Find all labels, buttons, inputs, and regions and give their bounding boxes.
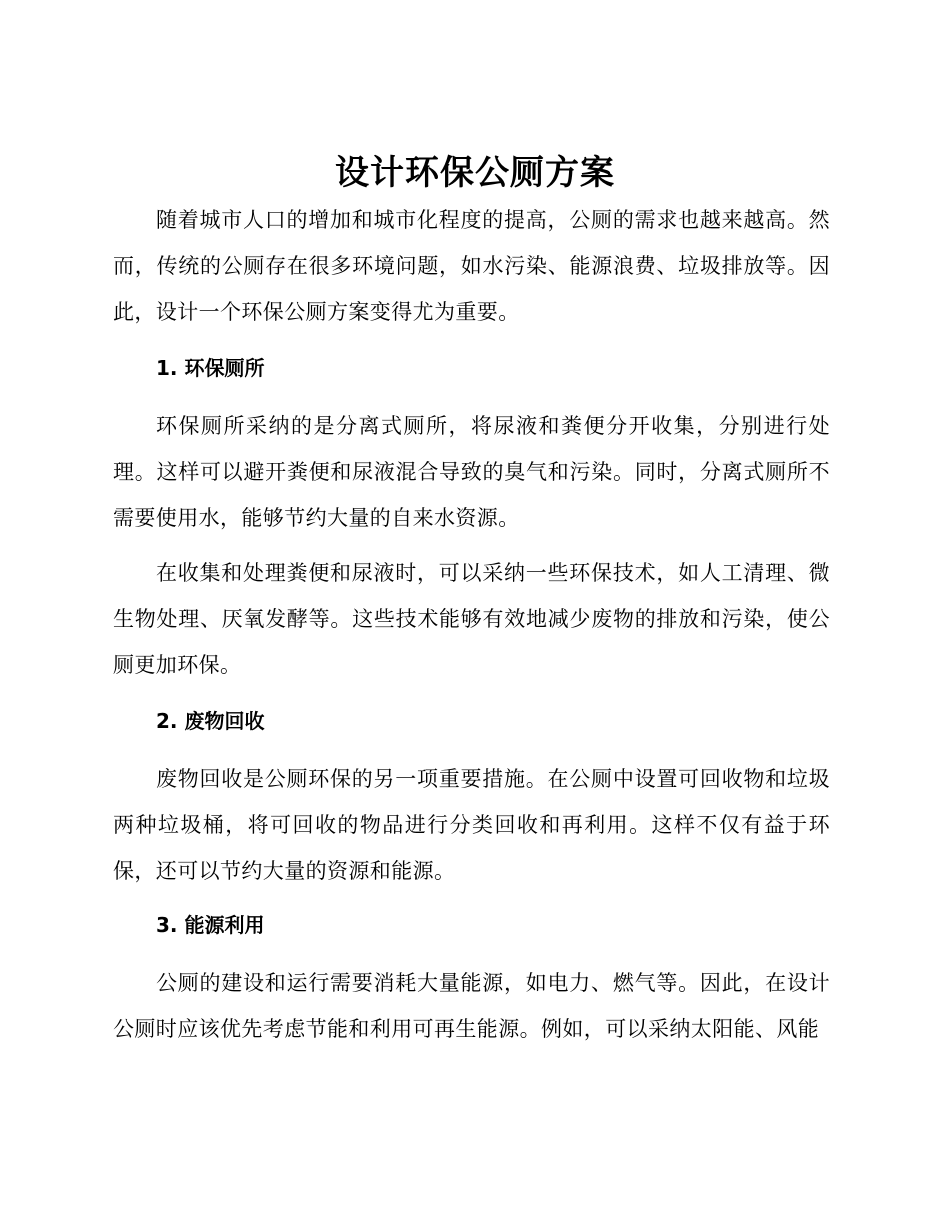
section-heading-eco-toilet: 1. 环保厕所 xyxy=(156,356,265,380)
section-3-paragraph-1: 公厕的建设和运行需要消耗大量能源，如电力、燃气等。因此，在设计公厕时应该优先考虑节能和利用可再生能源。例如，可以采纳太阳能、风能 xyxy=(113,971,830,1041)
intro-paragraph: 随着城市人口的增加和城市化程度的提高，公厕的需求也越来越高。然而，传统的公厕存在很多环境问题，如水污染、能源浪费、垃圾排放等。因此，设计一个环保公厕方案变得尤为重要。 xyxy=(113,208,830,324)
section-heading-energy-use: 3. 能源利用 xyxy=(156,913,265,937)
section-2-paragraph-1: 废物回收是公厕环保的另一项重要措施。在公厕中设置可回收物和垃圾两种垃圾桶，将可回收的物品进行分类回收和再利用。这样不仅有益于环保，还可以节约大量的资源和能源。 xyxy=(113,767,830,883)
section-1-paragraph-1: 环保厕所采纳的是分离式厕所，将尿液和粪便分开收集，分别进行处理。这样可以避开粪便和尿液混合导致的臭气和污染。同时，分离式厕所不需要使用水，能够节约大量的自来水资源。 xyxy=(113,414,830,530)
document-title: 设计环保公厕方案 xyxy=(335,153,615,193)
section-heading-waste-recycling: 2. 废物回收 xyxy=(156,709,265,733)
section-1-paragraph-2: 在收集和处理粪便和尿液时，可以采纳一些环保技术，如人工清理、微生物处理、厌氧发酵等。这些技术能够有效地减少废物的排放和污染，使公厕更加环保。 xyxy=(113,561,830,677)
